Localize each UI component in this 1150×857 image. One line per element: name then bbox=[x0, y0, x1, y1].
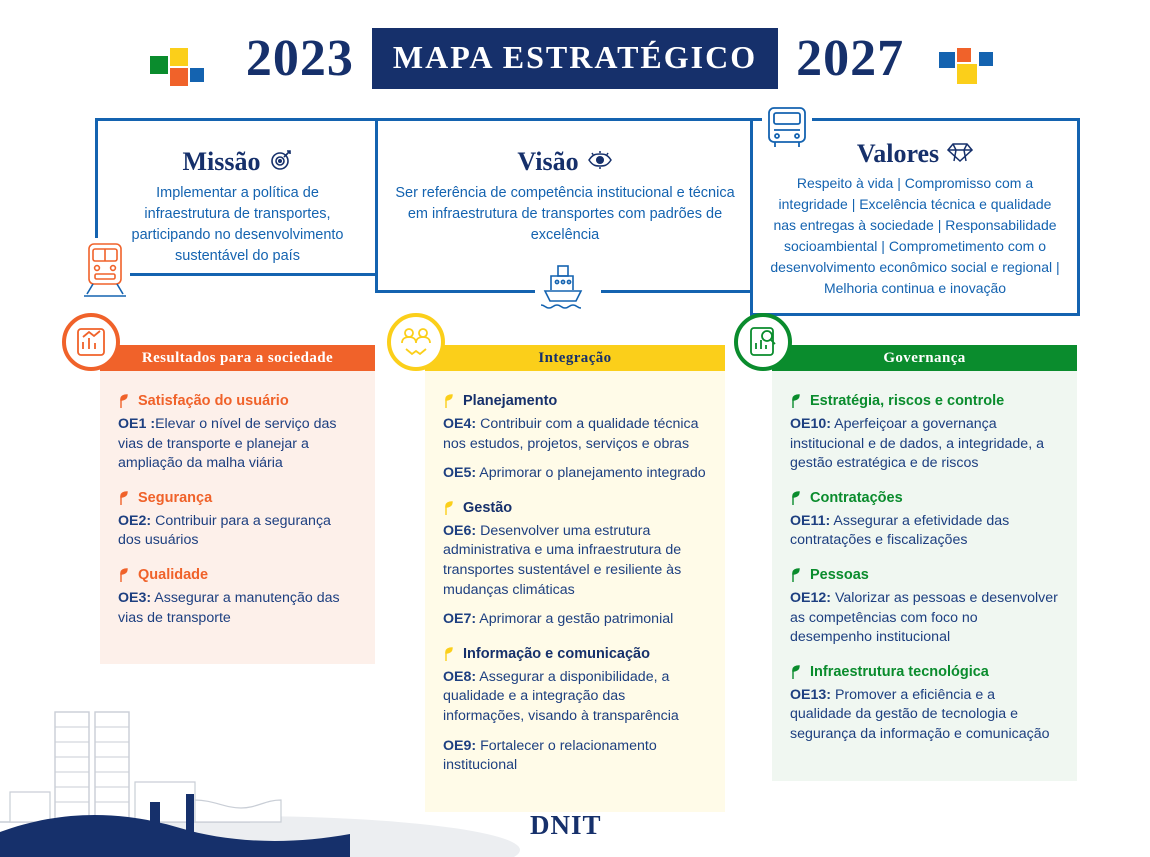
diamond-icon bbox=[947, 141, 973, 168]
column-governanca-header: Governança bbox=[772, 345, 1077, 371]
group-title: Informação e comunicação bbox=[463, 645, 650, 662]
group-title: Planejamento bbox=[463, 393, 558, 409]
group-title: Estratégia, riscos e controle bbox=[810, 393, 1005, 409]
group-item bbox=[118, 490, 357, 551]
decoration-squares-right bbox=[939, 48, 995, 100]
bus-icon bbox=[762, 102, 812, 163]
objective-text: Aprimorar o planejamento integrado bbox=[476, 465, 706, 482]
group-title: Contratações bbox=[810, 489, 903, 506]
group-item bbox=[790, 567, 1059, 648]
leaf-icon bbox=[118, 394, 131, 413]
objective-code: OE2: bbox=[118, 512, 152, 529]
group-title: Pessoas bbox=[810, 566, 869, 583]
objective-item bbox=[118, 512, 357, 551]
objective-code: OE13: bbox=[790, 686, 832, 703]
values-title: Valores bbox=[856, 139, 940, 168]
objective-code: OE4: bbox=[443, 416, 477, 432]
leaf-icon bbox=[790, 491, 803, 510]
leaf-icon bbox=[790, 665, 803, 684]
handshake-people-icon bbox=[387, 313, 445, 371]
vision-title: Visão bbox=[517, 147, 579, 176]
mission-header bbox=[98, 147, 377, 177]
group-item bbox=[790, 490, 1059, 551]
values-text: Respeito à vida | Compromisso com a integridade | Excelência técnica e qualidade nas entregas à sociedade | Responsabilidade socioambiental | Comprometimento com o desenvolvimento econômico social e regional | Melhoria continua e inovação bbox=[770, 175, 1060, 296]
leaf-icon bbox=[443, 501, 456, 520]
objective-text: Assegurar a efetividade das contratações e fiscalizações bbox=[790, 512, 1010, 549]
column-governanca bbox=[772, 345, 1077, 781]
group-title-row bbox=[443, 646, 707, 666]
objective-text: Promover a eficiência e a qualidade da gestão de tecnologia e segurança da informação e comunicação bbox=[790, 686, 1050, 742]
group-title: Infraestrutura tecnológica bbox=[810, 663, 989, 680]
leaf-icon bbox=[118, 491, 131, 510]
objective-code: OE1 : bbox=[118, 416, 156, 432]
group-item bbox=[118, 393, 357, 474]
objective-item bbox=[790, 589, 1059, 648]
mission-text: Implementar a política de infraestrutura de transportes, participando no desenvolvimento sustentável do país bbox=[131, 185, 344, 265]
leaf-icon bbox=[443, 394, 456, 413]
eye-icon bbox=[587, 150, 613, 175]
objective-item bbox=[443, 522, 707, 600]
objective-code: OE7: bbox=[443, 611, 477, 628]
objective-item bbox=[790, 686, 1059, 745]
group-title: Segurança bbox=[138, 489, 213, 506]
objective-code: OE3: bbox=[118, 589, 152, 606]
group-title: Satisfação do usuário bbox=[138, 393, 289, 409]
group-title-row bbox=[118, 393, 357, 413]
objective-text: Elevar o nível de serviço das vias de transporte e planejar a ampliação da malha viária bbox=[118, 416, 337, 472]
objective-text: Assegurar a disponibilidade, a qualidade e a integração das informações, visando à transparência bbox=[443, 668, 679, 724]
objective-item bbox=[118, 415, 357, 474]
column-society bbox=[100, 345, 375, 664]
objective-code: OE5: bbox=[443, 465, 477, 482]
group-item bbox=[443, 500, 707, 630]
objective-item bbox=[790, 415, 1059, 474]
group-item bbox=[790, 664, 1059, 745]
group-title-row bbox=[790, 490, 1059, 510]
objective-item bbox=[118, 589, 357, 628]
objective-text: Assegurar a manutenção das vias de transporte bbox=[118, 589, 340, 626]
objective-text: Contribuir com a qualidade técnica nos estudos, projetos, serviços e obras bbox=[443, 416, 699, 452]
leaf-icon bbox=[443, 647, 456, 666]
objective-code: OE8: bbox=[443, 668, 477, 685]
report-search-icon bbox=[734, 313, 792, 371]
group-title-row bbox=[443, 393, 707, 413]
vision-header bbox=[378, 147, 752, 177]
group-item bbox=[443, 393, 707, 484]
ship-icon bbox=[535, 258, 601, 319]
column-society-header: Resultados para a sociedade bbox=[100, 345, 375, 371]
group-item bbox=[790, 393, 1059, 474]
decoration-squares-left bbox=[150, 48, 206, 100]
objective-code: OE12: bbox=[790, 589, 832, 606]
group-title: Qualidade bbox=[138, 566, 209, 583]
objective-text: Aperfeiçoar a governança institucional e de dados, a integridade, a gestão estratégica e de riscos bbox=[790, 416, 1044, 472]
top-cards bbox=[0, 110, 1150, 310]
train-icon bbox=[80, 238, 130, 305]
group-item bbox=[118, 567, 357, 628]
mission-card bbox=[95, 118, 380, 276]
year-start: 2023 bbox=[245, 29, 354, 87]
mission-title: Missão bbox=[182, 147, 261, 176]
objective-code: OE9: bbox=[443, 737, 477, 754]
group-title-row bbox=[790, 567, 1059, 587]
objective-code: OE6: bbox=[443, 522, 477, 539]
column-integracao-header: Integração bbox=[425, 345, 725, 371]
objective-text: Fortalecer o relacionamento institucional bbox=[443, 737, 657, 774]
objective-item bbox=[443, 464, 707, 484]
column-governanca-body bbox=[772, 371, 1077, 781]
header bbox=[0, 18, 1150, 98]
vision-text: Ser referência de competência institucional e técnica em infraestrutura de transportes com padrões de excelência bbox=[395, 185, 735, 244]
page-title: MAPA ESTRATÉGICO bbox=[372, 28, 778, 89]
objective-item bbox=[443, 610, 707, 630]
growth-chart-icon bbox=[62, 313, 120, 371]
year-end: 2027 bbox=[796, 29, 905, 87]
objective-text: Contribuir para a segurança dos usuários bbox=[118, 512, 331, 549]
objective-text: Desenvolver uma estrutura administrativa e uma infraestrutura de transportes sustentável e resiliente às mudanças climáticas bbox=[443, 522, 682, 598]
brasilia-skyline-illustration bbox=[0, 682, 520, 857]
objective-item bbox=[443, 415, 707, 454]
dnit-logo: DNIT bbox=[530, 810, 602, 840]
group-title-row bbox=[790, 664, 1059, 684]
leaf-icon bbox=[790, 568, 803, 587]
group-title-row bbox=[790, 393, 1059, 413]
group-title-row bbox=[118, 490, 357, 510]
group-title-row bbox=[118, 567, 357, 587]
objective-text: Valorizar as pessoas e desenvolver as competências com foco no desempenho institucional bbox=[790, 589, 1058, 646]
objective-item bbox=[790, 512, 1059, 551]
column-society-body bbox=[100, 371, 375, 664]
group-title-row bbox=[443, 500, 707, 520]
leaf-icon bbox=[118, 568, 131, 587]
objective-code: OE10: bbox=[790, 416, 832, 432]
group-title: Gestão bbox=[463, 499, 513, 516]
objective-text: Aprimorar a gestão patrimonial bbox=[476, 611, 674, 628]
target-icon bbox=[269, 148, 293, 177]
objective-code: OE11: bbox=[790, 512, 831, 529]
leaf-icon bbox=[790, 394, 803, 413]
